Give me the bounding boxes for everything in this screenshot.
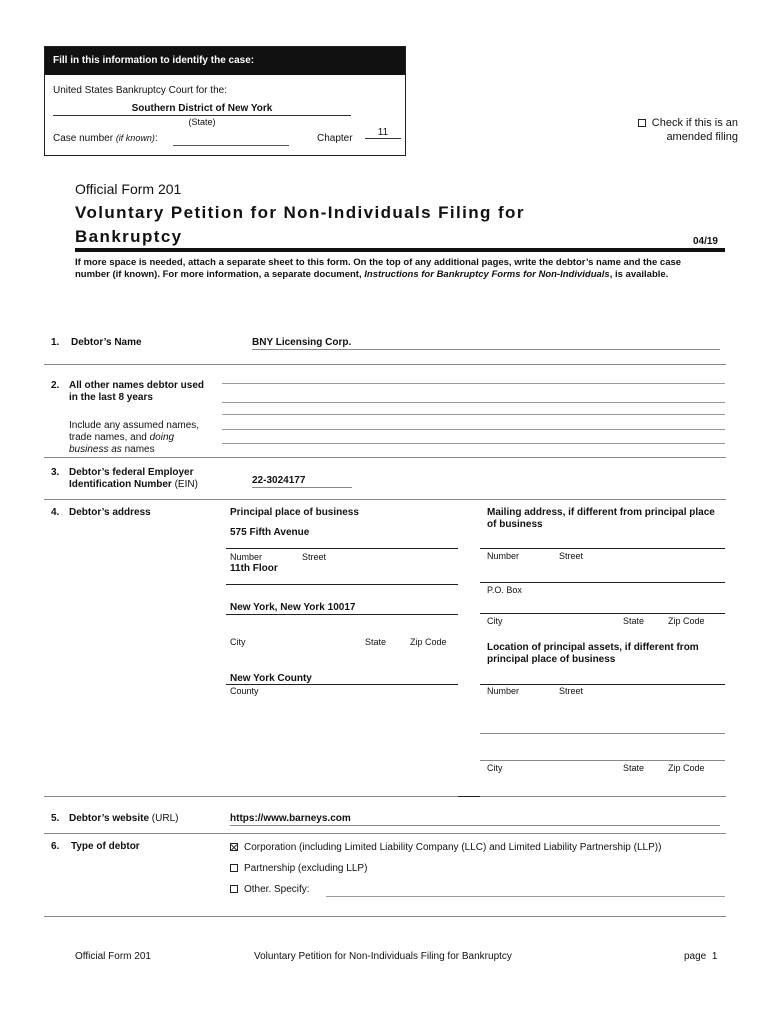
divider (44, 457, 726, 458)
chapter-label: Chapter (317, 133, 353, 144)
field-rule (226, 684, 458, 685)
other-name-field-2[interactable] (222, 402, 725, 403)
case-info-box (44, 46, 406, 156)
mailing-city-field[interactable] (480, 613, 725, 614)
mailing-po-box-field[interactable] (480, 582, 725, 583)
mailing-address-heading: Mailing address, if different from principal place of business (487, 507, 715, 530)
footer-form-title: Voluntary Petition for Non-Individuals Filing for Bankruptcy (254, 951, 512, 962)
county-field[interactable]: New York County (230, 673, 312, 684)
other-name-field-5[interactable] (222, 443, 725, 444)
form-instructions: If more space is needed, attach a separate sheet to this form. On the top of any additional pages, write the debtor’s name and the case number (if known). For more information, a separate document, Instructions for Bankruptcy Forms for Non-Individuals, is available. (75, 257, 682, 280)
q1-label: 1. Debtor’s Name (51, 337, 142, 348)
form-title: Voluntary Petition for Non-Individuals Filing for Bankruptcy (75, 203, 525, 246)
zip-label: Zip Code (410, 637, 447, 647)
court-label: United States Bankruptcy Court for the: (53, 85, 227, 96)
chapter-field[interactable]: 11 (365, 127, 401, 139)
footer-page-number: page 1 (684, 951, 718, 962)
checkbox-icon[interactable] (230, 864, 238, 872)
divider (44, 833, 726, 834)
location-street2-field[interactable] (480, 733, 725, 734)
field-rule (226, 614, 458, 615)
divider (44, 796, 726, 797)
street-label: Street (559, 686, 584, 696)
location-assets-heading: Location of principal assets, if different from principal place of business (487, 642, 699, 665)
zip-label: Zip Code (668, 763, 705, 773)
location-street-field[interactable] (480, 684, 725, 685)
ein-field[interactable]: 22-3024177 (252, 475, 352, 488)
field-rule (226, 584, 458, 585)
city-label: City (487, 763, 503, 773)
po-box-label: P.O. Box (487, 585, 522, 595)
principal-city-state-zip-field[interactable]: New York, New York 10017 (230, 602, 356, 613)
state-label: State (623, 616, 645, 626)
checkbox-checked-icon[interactable] (230, 843, 238, 851)
state-label: State (365, 637, 387, 647)
county-label: County (230, 686, 259, 696)
debtor-type-option-partnership[interactable]: Partnership (excluding LLP) (230, 863, 367, 874)
amended-filing-checkbox[interactable]: Check if this is an amended filing (600, 116, 738, 144)
state-label: State (623, 763, 645, 773)
divider (44, 499, 726, 500)
case-info-header: Fill in this information to identify the case: (45, 47, 405, 75)
principal-place-heading: Principal place of business (230, 507, 359, 518)
zip-label: Zip Code (668, 616, 705, 626)
q2-hint: Include any assumed names, trade names, and doing business as names (69, 420, 200, 455)
q6-label: 6. Type of debtor (51, 841, 140, 852)
website-field[interactable]: https://www.barneys.com (230, 813, 720, 826)
street-label: Street (559, 551, 584, 561)
divider-tick (458, 796, 480, 797)
checkbox-icon[interactable] (638, 119, 646, 127)
q3-label: 3. Debtor’s federal Employer Identification Number (EIN) (51, 467, 198, 490)
debtor-type-option-corporation[interactable]: Corporation (including Limited Liability Company (LLC) and Limited Liability Partnership (LLP)) (230, 842, 661, 853)
city-label: City (230, 637, 246, 647)
principal-street-field[interactable]: 575 Fifth Avenue (230, 527, 310, 538)
q4-label: 4. Debtor’s address (51, 507, 151, 518)
location-city-field[interactable] (480, 760, 725, 761)
q5-label: 5. Debtor’s website (URL) (51, 813, 179, 824)
form-number: Official Form 201 (75, 181, 182, 197)
city-label: City (487, 616, 503, 626)
other-name-field-4[interactable] (222, 429, 725, 430)
number-label: Number (487, 686, 520, 696)
other-name-field-3[interactable] (222, 414, 725, 415)
q2-label: 2. All other names debtor used in the last 8 years (51, 380, 205, 403)
state-sublabel: (State) (188, 117, 216, 127)
district-field[interactable]: Southern District of New York (53, 103, 351, 116)
form-version: 04/19 (692, 236, 718, 247)
checkbox-icon[interactable] (230, 885, 238, 893)
debtor-name-field[interactable]: BNY Licensing Corp. (252, 337, 720, 350)
divider (44, 916, 726, 917)
principal-street2-field[interactable]: 11th Floor (230, 563, 278, 574)
footer-form-number: Official Form 201 (75, 951, 151, 962)
case-number-field[interactable] (173, 145, 289, 146)
debtor-type-option-other[interactable]: Other. Specify: (230, 884, 310, 895)
number-label: Number (230, 552, 263, 562)
title-rule (75, 248, 725, 252)
street-label: Street (302, 552, 327, 562)
other-name-field-1[interactable] (222, 383, 725, 384)
case-number-label: Case number (if known): (53, 133, 158, 144)
field-rule (226, 548, 458, 549)
other-specify-field[interactable] (326, 896, 725, 897)
divider (44, 364, 726, 365)
number-label: Number (487, 551, 520, 561)
mailing-street-field[interactable] (480, 548, 725, 549)
